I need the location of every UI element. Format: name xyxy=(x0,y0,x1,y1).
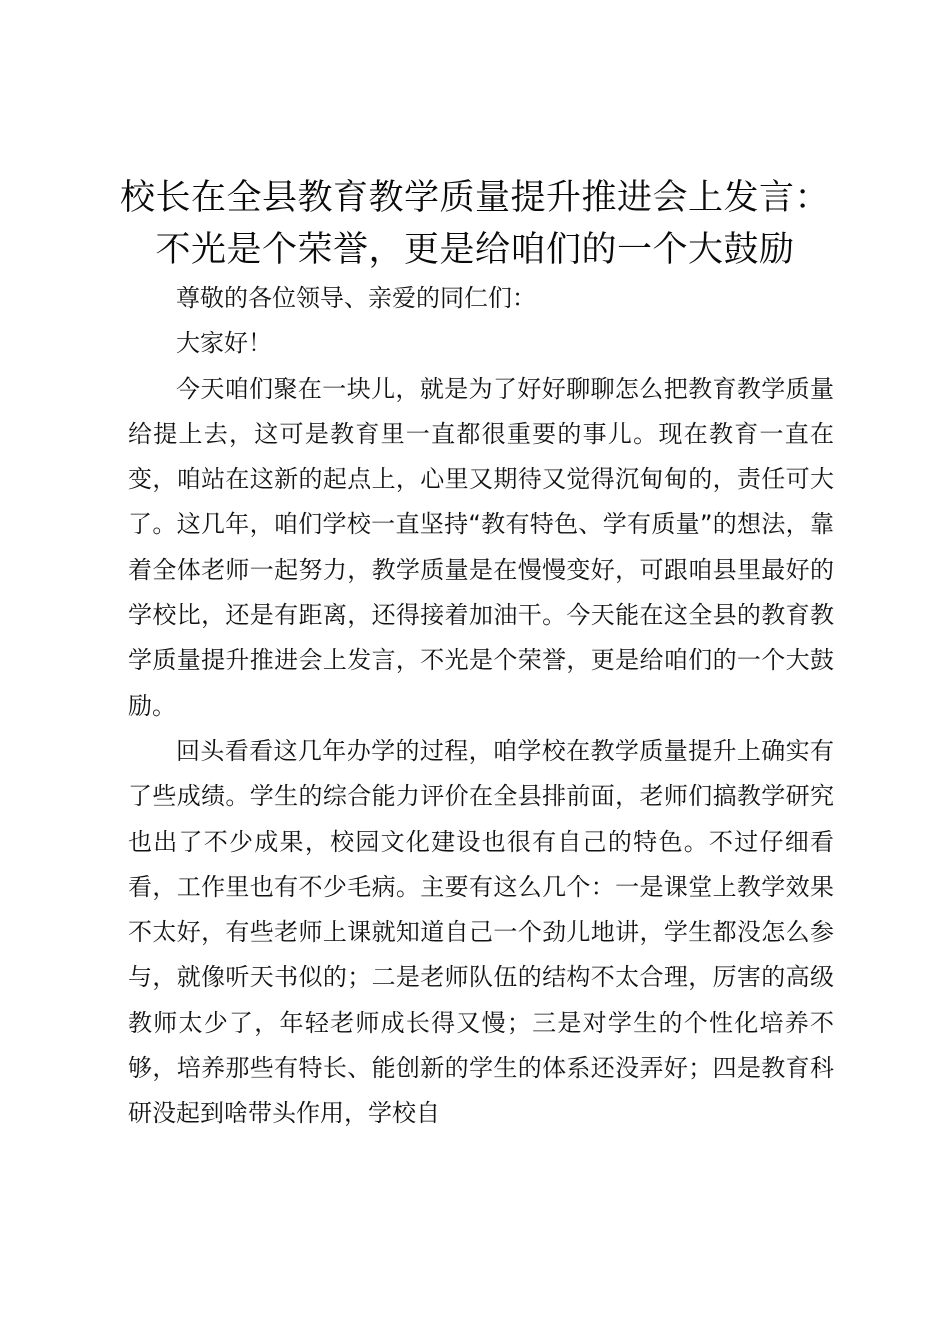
title-line-1: 校长在全县教育教学质量提升推进会上发言： xyxy=(119,178,830,218)
title-line-2: 不光是个荣誉，更是给咱们的一个大鼓励 xyxy=(155,230,795,270)
greeting-paragraph: 大家好！ xyxy=(176,329,272,358)
salutation-paragraph: 尊敬的各位领导、亲爱的同仁们： xyxy=(176,284,536,312)
document-body xyxy=(128,276,834,1137)
review-paragraph: 回头看看这几年办学的过程，咱学校在教学质量提升上确实有了些成绩。学生的综合能力评价在全县排前面，老师们搞教学研究也出了不少成果，校园文化建设也很有自己的特色。不过仔细看看，工作里也有不少毛病。主要有这么几个：一是课堂上教学效果不太好，有些老师上课就知道自己一个劲儿地讲，学生都没怎么参与，就像听天书似的；二是老师队伍的结构不太合理，厉害的高级教师太少了，年轻老师成长得又慢；三是对学生的个性化培养不够，培养那些有特长、能创新的学生的体系还没弄好；四是教育科研没起到啥带头作用，学校自 xyxy=(128,736,834,1128)
document-title xyxy=(100,172,850,276)
intro-paragraph: 今天咱们聚在一块儿，就是为了好好聊聊怎么把教育教学质量给提上去，这可是教育里一直都很重要的事儿。现在教育一直在变，咱站在这新的起点上，心里又期待又觉得沉甸甸的，责任可大了。这几年，咱们学校一直坚持“教有特色、学有质量”的想法，靠着全体老师一起努力，教学质量是在慢慢变好，可跟咱县里最好的学校比，还是有距离，还得接着加油干。今天能在这全县的教育教学质量提升推进会上发言，不光是个荣誉，更是给咱们的一个大鼓励。 xyxy=(128,374,834,720)
